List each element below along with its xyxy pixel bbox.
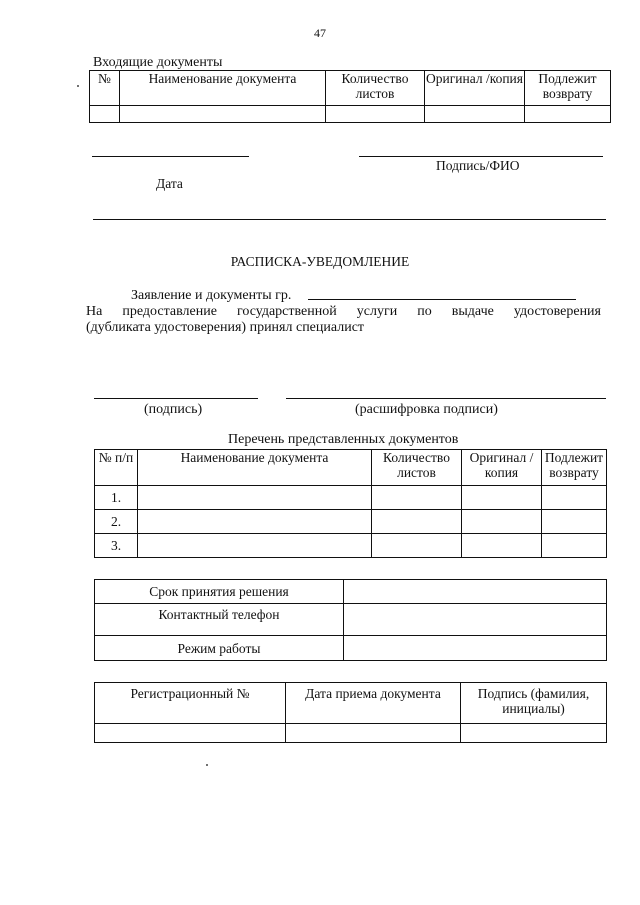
column-header: № п/п xyxy=(95,450,138,486)
column-header: Наименование документа xyxy=(138,450,372,486)
column-header: Количество листов xyxy=(372,450,462,486)
table-cell[interactable] xyxy=(90,106,120,123)
table-cell[interactable] xyxy=(138,510,372,534)
decision-deadline-value[interactable] xyxy=(344,580,607,604)
page-number: 47 xyxy=(314,26,326,40)
table-cell[interactable] xyxy=(462,510,542,534)
scan-speck xyxy=(77,85,79,87)
table-header-row xyxy=(90,71,611,106)
info-row xyxy=(95,636,607,661)
row-number: 2. xyxy=(95,510,138,534)
signature-line[interactable] xyxy=(94,398,258,399)
column-header: Подлежит возврату xyxy=(525,71,611,106)
working-hours-label: Режим работы xyxy=(95,636,344,661)
working-hours-value[interactable] xyxy=(344,636,607,661)
table-cell[interactable] xyxy=(542,534,607,558)
signature-fio-line[interactable] xyxy=(359,156,603,157)
table-cell[interactable] xyxy=(138,534,372,558)
contact-phone-label: Контактный телефон xyxy=(95,604,344,636)
column-header: Дата приема документа xyxy=(286,683,461,724)
applicant-name-line[interactable] xyxy=(308,299,576,300)
documents-list-title: Перечень представленных документов xyxy=(228,432,459,447)
row-number: 1. xyxy=(95,486,138,510)
table-cell[interactable] xyxy=(461,724,607,743)
decision-deadline-label: Срок принятия решения xyxy=(95,580,344,604)
table-cell[interactable] xyxy=(462,534,542,558)
column-header: Регистрационный № xyxy=(95,683,286,724)
signature-fio-label: Подпись/ФИО xyxy=(436,158,520,173)
column-header: Наименование документа xyxy=(120,71,326,106)
incoming-docs-title: Входящие документы xyxy=(93,55,223,70)
table-cell[interactable] xyxy=(138,486,372,510)
table-row xyxy=(95,724,607,743)
table-cell[interactable] xyxy=(542,510,607,534)
table-cell[interactable] xyxy=(425,106,525,123)
scan-speck xyxy=(206,764,208,766)
row-number: 3. xyxy=(95,534,138,558)
table-cell[interactable] xyxy=(120,106,326,123)
column-header: № xyxy=(90,71,120,106)
table-cell[interactable] xyxy=(372,510,462,534)
receipt-title: РАСПИСКА-УВЕДОМЛЕНИЕ xyxy=(230,254,410,269)
date-label: Дата xyxy=(156,176,183,191)
documents-list-table xyxy=(94,449,607,558)
table-cell[interactable] xyxy=(326,106,425,123)
column-header: Оригинал /копия xyxy=(462,450,542,486)
table-header-row xyxy=(95,683,607,724)
column-header: Подпись (фамилия, инициалы) xyxy=(461,683,607,724)
table-row xyxy=(90,106,611,123)
date-signature-line[interactable] xyxy=(92,156,249,157)
contact-phone-value[interactable] xyxy=(344,604,607,636)
incoming-docs-table xyxy=(89,70,611,123)
info-row xyxy=(95,604,607,636)
signature-decode-label: (расшифровка подписи) xyxy=(355,402,498,417)
table-row xyxy=(95,486,607,510)
column-header: Оригинал /копия xyxy=(425,71,525,106)
section-divider xyxy=(93,219,606,220)
column-header: Количество листов xyxy=(326,71,425,106)
table-cell[interactable] xyxy=(95,724,286,743)
table-cell[interactable] xyxy=(462,486,542,510)
table-cell[interactable] xyxy=(525,106,611,123)
table-cell[interactable] xyxy=(372,534,462,558)
table-row xyxy=(95,534,607,558)
receipt-line-2: На предоставление государственной услуги по выдаче удостоверения xyxy=(86,304,601,319)
info-row xyxy=(95,580,607,604)
receipt-line-1: Заявление и документы гр. xyxy=(131,288,292,303)
table-cell[interactable] xyxy=(542,486,607,510)
receipt-line-3: (дубликата удостоверения) принял специалист xyxy=(86,320,365,335)
table-cell[interactable] xyxy=(372,486,462,510)
registration-table xyxy=(94,682,607,743)
service-info-table xyxy=(94,579,607,661)
signature-label: (подпись) xyxy=(144,402,203,417)
table-cell[interactable] xyxy=(286,724,461,743)
column-header: Подлежит возврату xyxy=(542,450,607,486)
table-row xyxy=(95,510,607,534)
signature-decode-line[interactable] xyxy=(286,398,606,399)
table-header-row xyxy=(95,450,607,486)
